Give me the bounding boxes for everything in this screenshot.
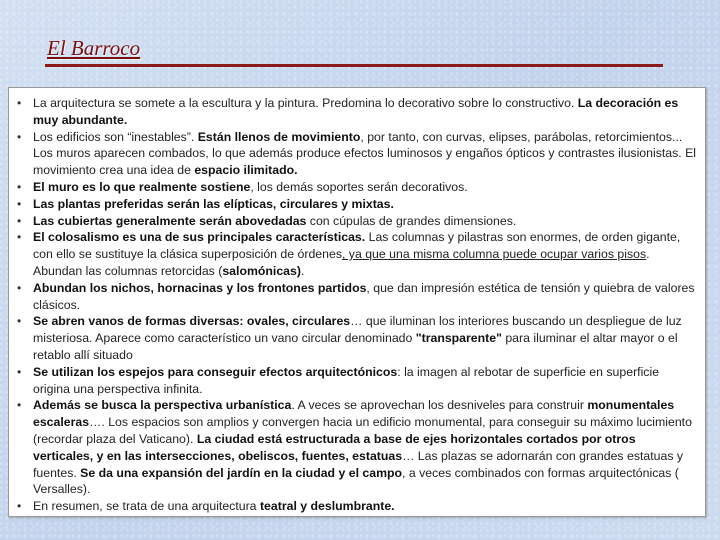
- text-segment: En resumen, se trata de una arquitectura: [33, 499, 260, 514]
- text-segment: . Abundan las columnas retorcidas (: [33, 247, 650, 278]
- bold-text: Las plantas preferidas serán las elípticas, circulares y mixtas.: [33, 196, 394, 211]
- bullet-item: [33, 229, 697, 279]
- bold-text: salomónicas): [222, 263, 301, 278]
- bullet-list: [9, 88, 705, 515]
- bullet-item: [33, 364, 697, 398]
- text-segment: , que dan impresión estética de tensión y quiebra de valores clásicos.: [33, 280, 695, 312]
- text-segment: .: [300, 263, 305, 278]
- bullet-item: [33, 196, 697, 213]
- bold-text: espacio ilimitado.: [194, 163, 298, 178]
- bold-text: monumentales escaleras: [33, 398, 675, 430]
- text-segment: …. Los espacios son amplios y convergen hacia un edificio monumental, para conseguir su máximo lucimiento (recordar plaza del Vaticano).: [33, 415, 692, 446]
- bold-text: El colosalismo es una de sus principales características.: [33, 230, 366, 245]
- bullet-item: [33, 280, 697, 314]
- bullet-item: [33, 313, 697, 363]
- bold-text: La ciudad está estructurada a base de ejes horizontales cortados por otros verticales, y en las intersecciones, obeliscos, fuentes, estatuas: [33, 431, 636, 463]
- bold-text: "transparente": [415, 331, 502, 346]
- bold-text: Además se busca la perspectiva urbanística: [33, 398, 292, 413]
- text-segment: , los demás soportes serán decorativos.: [250, 179, 468, 194]
- text-segment: . A veces se aprovechan los desniveles para construir: [291, 398, 588, 413]
- text-segment: para iluminar el altar mayor o el retablo allí situado: [33, 331, 678, 362]
- content-panel: [8, 87, 706, 517]
- bullet-item: [33, 129, 697, 179]
- bold-text: El muro es lo que realmente sostiene: [33, 179, 251, 194]
- title-divider: [45, 64, 663, 67]
- text-segment: Los edificios son “inestables”.: [33, 129, 198, 144]
- bullet-item: [33, 179, 697, 196]
- text-segment: … que iluminan los interiores buscando un despliegue de luz misteriosa. Aparece como característico un vano circular denominado: [33, 314, 682, 346]
- bold-text: teatral y deslumbrante.: [259, 499, 395, 514]
- text-segment: , a veces combinados con formas arquitectónicas ( Versalles).: [33, 465, 679, 497]
- text-segment: … Las plazas se adornarán con grandes estatuas y fuentes.: [33, 448, 684, 480]
- bullet-item: [33, 498, 697, 515]
- bold-text: Se abren vanos de formas diversas: ovales, circulares: [33, 314, 351, 329]
- bold-text: Se utilizan los espejos para conseguir efectos arquitectónicos: [33, 364, 398, 379]
- text-segment: Las columnas y pilastras son enormes, de orden gigante, con ello se sustituye la clásica superposición de órdenes: [33, 230, 681, 262]
- bold-text: Están llenos de movimiento: [197, 129, 361, 144]
- underlined-text: , ya que una misma columna puede ocupar varios pisos: [341, 247, 647, 262]
- bold-text: Se da una expansión del jardín en la ciudad y el campo: [80, 465, 403, 480]
- bold-text: Abundan los nichos, hornacinas y los frontones partidos: [33, 280, 367, 295]
- bullet-item: [33, 397, 697, 498]
- text-segment: La arquitectura se somete a la escultura y la pintura. Predomina lo decorativo sobre lo constructivo.: [33, 96, 578, 110]
- text-segment: , por tanto, con curvas, elipses, parábolas, retorcimientos... Los muros aparecen combados, lo que además produce efectos luminosos y engaños ópticos y contrastes ilusionistas. El movimiento crea una idea de: [33, 129, 697, 178]
- text-segment: : la imagen al rebotar de superficie en superficie origina una perspectiva infinita.: [33, 364, 660, 396]
- bullet-item: [33, 95, 697, 129]
- bold-text: Las cubiertas generalmente serán abovedadas: [33, 213, 307, 228]
- bold-text: La decoración es muy abundante.: [33, 96, 679, 127]
- text-segment: con cúpulas de grandes dimensiones.: [306, 213, 517, 228]
- bullet-item: [33, 213, 697, 230]
- slide-title: El Barroco: [47, 36, 141, 60]
